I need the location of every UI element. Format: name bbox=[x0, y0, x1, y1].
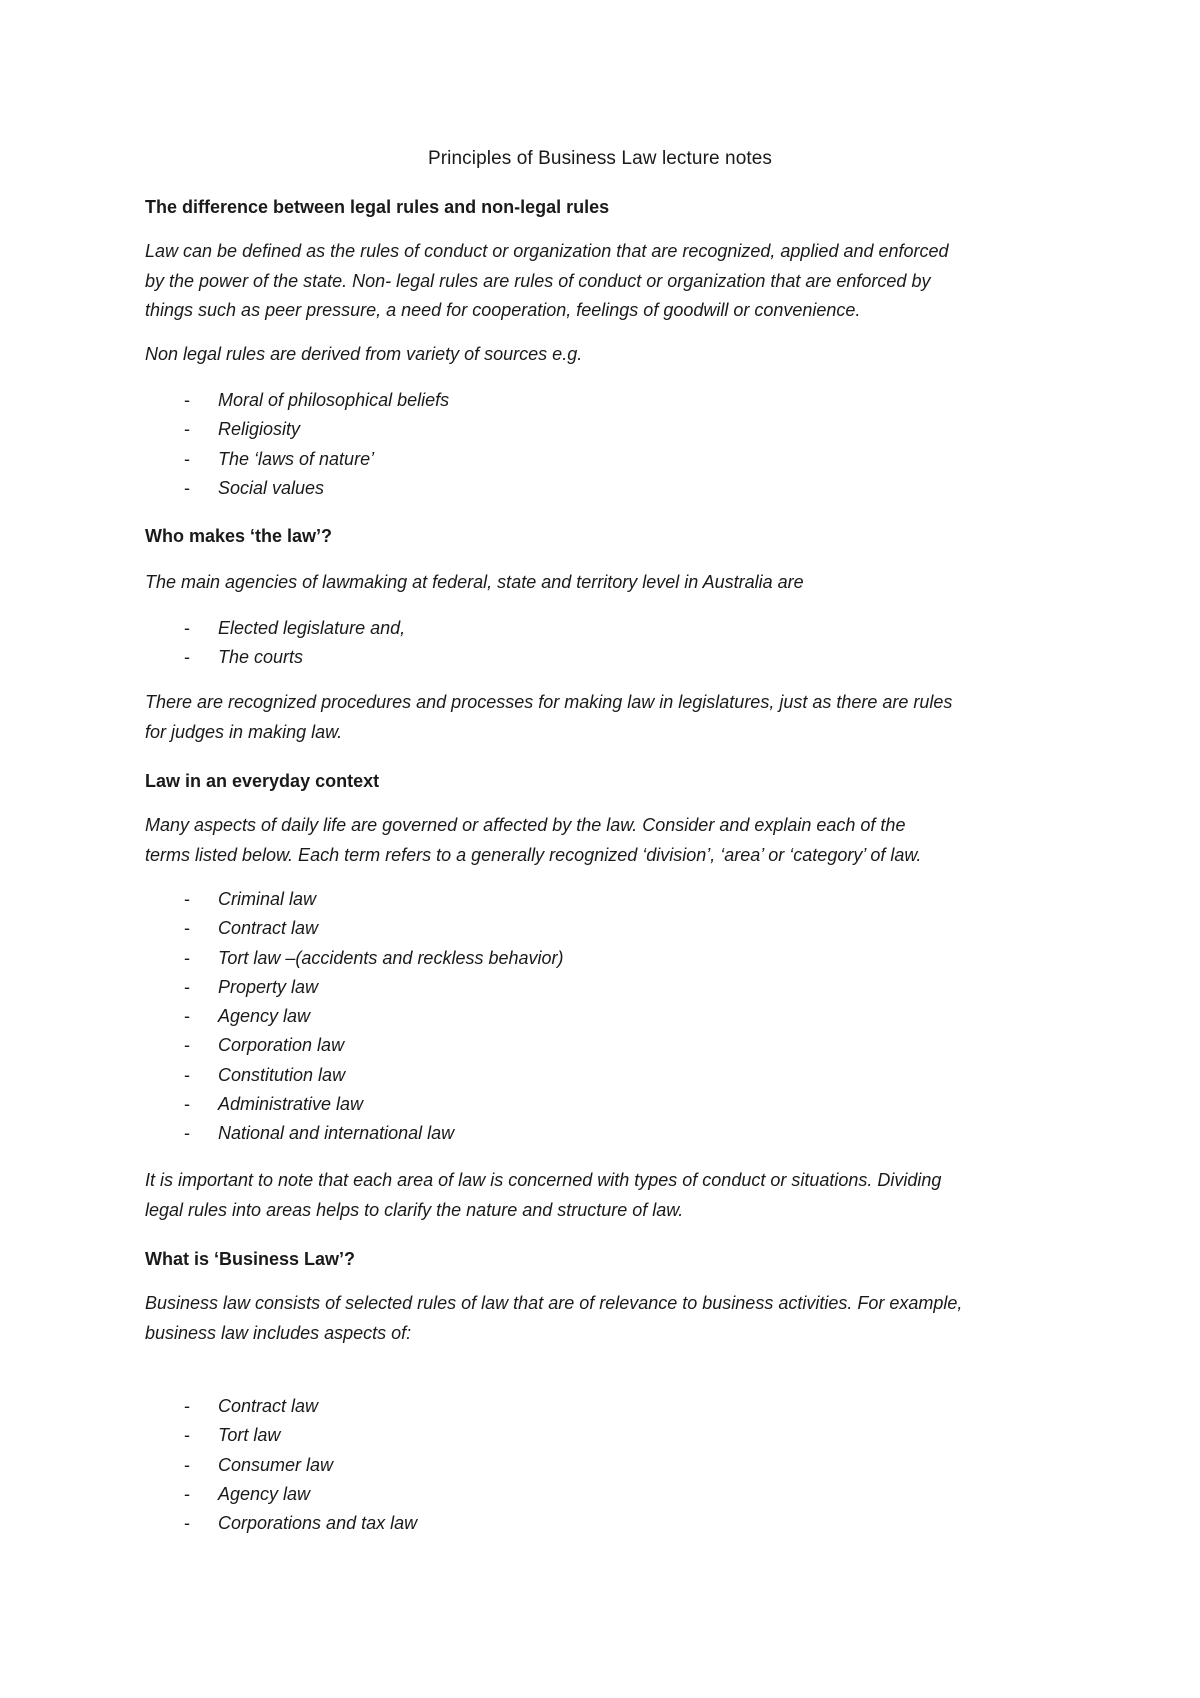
paragraph-lawmaking-agencies bbox=[145, 568, 1075, 598]
list-item bbox=[145, 1421, 417, 1450]
bullet-dash: - bbox=[184, 1006, 190, 1027]
list-areas-of-law bbox=[145, 885, 564, 1149]
paragraph-line: for judges in making law. bbox=[145, 721, 343, 742]
bullet-dash: - bbox=[184, 618, 190, 638]
bullet-dash: - bbox=[184, 1454, 190, 1475]
list-item bbox=[145, 944, 564, 973]
section-heading-who-makes-law: Who makes ‘the law’? bbox=[145, 526, 333, 546]
list-lawmaking-agencies bbox=[145, 614, 405, 673]
list-item-text: National and international law bbox=[218, 1123, 455, 1144]
list-item bbox=[145, 474, 449, 503]
list-item bbox=[145, 1002, 564, 1031]
document-title: Principles of Business Law lecture notes bbox=[427, 148, 773, 169]
paragraph-line: The main agencies of lawmaking at federal, state and territory level in Australia are bbox=[145, 572, 804, 592]
bullet-dash: - bbox=[184, 1425, 190, 1446]
list-item-text: Contract law bbox=[218, 1396, 319, 1416]
bullet-dash: - bbox=[184, 1396, 190, 1416]
bullet-dash: - bbox=[184, 419, 190, 440]
paragraph-line: business law includes aspects of: bbox=[145, 1322, 412, 1343]
list-business-law-aspects bbox=[145, 1392, 417, 1538]
bullet-dash: - bbox=[184, 477, 190, 498]
list-item-text: Constitution law bbox=[218, 1064, 346, 1085]
bullet-dash: - bbox=[184, 918, 190, 939]
bullet-dash: - bbox=[184, 947, 190, 968]
paragraph-line: Business law consists of selected rules of law that are of relevance to business activities. For example, bbox=[145, 1293, 963, 1313]
paragraph-line: Law can be defined as the rules of conduct or organization that are recognized, applied and enforced bbox=[145, 241, 949, 261]
paragraph-line: by the power of the state. Non- legal rules are rules of conduct or organization that are enforced by bbox=[145, 270, 931, 291]
list-item-text: Social values bbox=[218, 477, 325, 498]
paragraph-daily-life bbox=[145, 811, 1075, 870]
paragraph-line: There are recognized procedures and processes for making law in legislatures, just as there are rules bbox=[145, 692, 953, 712]
section-heading-legal-rules: The difference between legal rules and non-legal rules bbox=[145, 197, 610, 217]
list-item-text: Moral of philosophical beliefs bbox=[218, 390, 450, 410]
bullet-dash: - bbox=[184, 1035, 190, 1056]
list-item bbox=[145, 1451, 417, 1480]
bullet-dash: - bbox=[184, 889, 190, 909]
list-item-text: Property law bbox=[218, 976, 319, 997]
list-item bbox=[145, 1119, 564, 1148]
bullet-dash: - bbox=[184, 1094, 190, 1115]
list-item bbox=[145, 386, 449, 415]
list-item-text: Corporation law bbox=[218, 1035, 345, 1056]
bullet-dash: - bbox=[184, 976, 190, 997]
list-item-text: Criminal law bbox=[218, 889, 317, 909]
list-item bbox=[145, 415, 449, 444]
list-item bbox=[145, 643, 405, 672]
bullet-dash: - bbox=[184, 1483, 190, 1504]
section-heading-business-law: What is ‘Business Law’? bbox=[145, 1249, 356, 1269]
paragraph-areas-note bbox=[145, 1166, 1075, 1225]
bullet-dash: - bbox=[184, 1513, 190, 1534]
paragraph-line: terms listed below. Each term refers to a generally recognized ‘division’, ‘area’ or ‘category’ of law. bbox=[145, 844, 922, 865]
list-item bbox=[145, 914, 564, 943]
list-item bbox=[145, 1392, 417, 1421]
list-item-text: Contract law bbox=[218, 918, 319, 939]
list-item-text: The ‘laws of nature’ bbox=[218, 448, 375, 469]
bullet-dash: - bbox=[184, 448, 190, 469]
list-item-text: Elected legislature and, bbox=[218, 618, 406, 638]
list-item-text: Corporations and tax law bbox=[218, 1513, 418, 1534]
bullet-dash: - bbox=[184, 390, 190, 410]
paragraph-procedures bbox=[145, 688, 1075, 747]
paragraph-line: legal rules into areas helps to clarify the nature and structure of law. bbox=[145, 1199, 684, 1220]
list-item bbox=[145, 614, 405, 643]
bullet-dash: - bbox=[184, 647, 190, 668]
bullet-dash: - bbox=[184, 1064, 190, 1085]
list-item-text: Agency law bbox=[218, 1006, 311, 1027]
list-item-text: Administrative law bbox=[218, 1094, 364, 1115]
list-item bbox=[145, 1031, 564, 1060]
list-item bbox=[145, 1090, 564, 1119]
list-item bbox=[145, 445, 449, 474]
paragraph-line: things such as peer pressure, a need for cooperation, feelings of goodwill or convenience. bbox=[145, 300, 861, 320]
list-item bbox=[145, 1480, 417, 1509]
paragraph-business-law bbox=[145, 1289, 1075, 1348]
list-item-text: Religiosity bbox=[218, 419, 301, 440]
paragraph-non-legal-sources bbox=[145, 340, 1075, 370]
list-item bbox=[145, 1061, 564, 1090]
list-item-text: Tort law –(accidents and reckless behavior) bbox=[218, 947, 564, 968]
list-item bbox=[145, 885, 564, 914]
list-item-text: The courts bbox=[218, 647, 304, 668]
list-non-legal-sources bbox=[145, 386, 449, 503]
list-item-text: Agency law bbox=[218, 1483, 311, 1504]
paragraph-line: Non legal rules are derived from variety of sources e.g. bbox=[145, 344, 583, 364]
bullet-dash: - bbox=[184, 1123, 190, 1144]
section-heading-everyday-context: Law in an everyday context bbox=[145, 771, 380, 791]
paragraph-line: Many aspects of daily life are governed or affected by the law. Consider and explain each of the bbox=[145, 815, 906, 835]
list-item bbox=[145, 1509, 417, 1538]
list-item-text: Tort law bbox=[218, 1425, 281, 1446]
list-item bbox=[145, 973, 564, 1002]
list-item-text: Consumer law bbox=[218, 1454, 334, 1475]
paragraph-line: It is important to note that each area of law is concerned with types of conduct or situations. Dividing bbox=[145, 1170, 942, 1190]
paragraph-law-definition bbox=[145, 237, 1075, 326]
